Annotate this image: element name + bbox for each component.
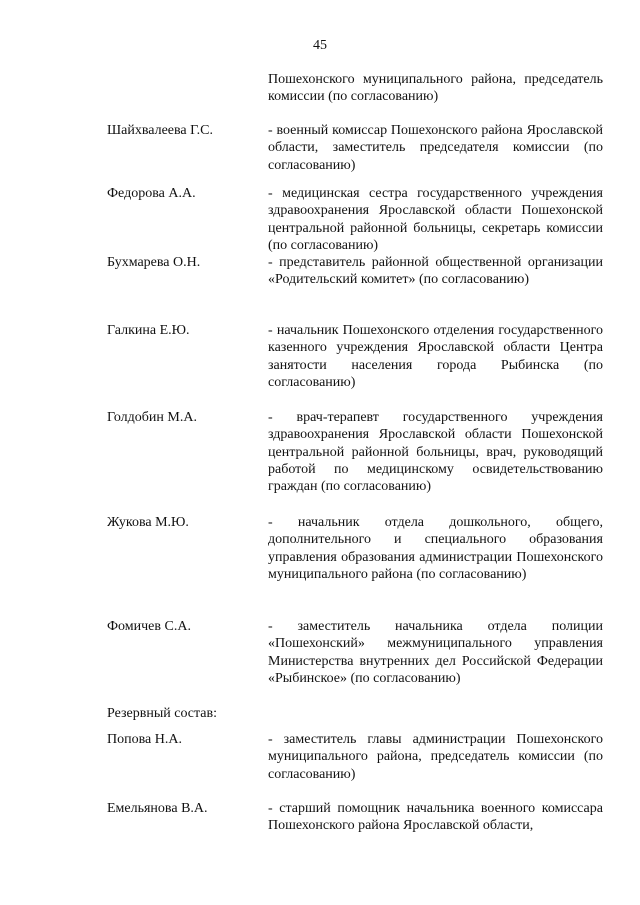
member-name: Бухмарева О.Н. [107, 255, 201, 270]
member-role: - медицинская сестра государственного учреждения здравоохранения Ярославской области Пошехонской центральной районной больницы, секретарь комиссии (по согласованию) [268, 186, 603, 253]
member-role: - представитель районной общественной организации «Родительский комитет» (по согласованию) [268, 255, 603, 288]
member-role: - начальник отдела дошкольного, общего, дополнительного и специального образования управления образования администрации Пошехонского муниципального района (по согласованию) [268, 515, 603, 582]
member-name: Голдобин М.А. [107, 410, 197, 425]
reserve-member-name: Емельянова В.А. [107, 801, 208, 816]
member-name: Жукова М.Ю. [107, 515, 189, 530]
member-role: - военный комиссар Пошехонского района Ярославской области, заместитель председателя комиссии (по согласованию) [268, 123, 603, 173]
reserve-member-role: - заместитель главы администрации Пошехонского муниципального района, председатель комиссии (по согласованию) [268, 732, 603, 782]
reserve-heading: Резервный состав: [107, 706, 218, 721]
intro-role-text: Пошехонского муниципального района, председатель комиссии (по согласованию) [268, 72, 603, 105]
member-name: Федорова А.А. [107, 186, 196, 201]
member-name: Шайхвалеева Г.С. [107, 123, 213, 138]
member-role: - врач-терапевт государственного учреждения здравоохранения Ярославской области Пошехонской центральной районной больницы, врач, руководящий работой по медицинскому освидетельствованию граждан (по согласованию) [268, 410, 603, 495]
member-role: - начальник Пошехонского отделения государственного казенного учреждения Ярославской области Центра занятости населения города Рыбинска (по согласованию) [268, 323, 603, 390]
page-number: 45 [313, 38, 327, 53]
reserve-member-name: Попова Н.А. [107, 732, 182, 747]
reserve-member-role: - старший помощник начальника военного комиссара Пошехонского района Ярославской области, [268, 801, 603, 834]
member-name: Галкина Е.Ю. [107, 323, 190, 338]
member-name: Фомичев С.А. [107, 619, 191, 634]
member-role: - заместитель начальника отдела полиции «Пошехонский» межмуниципального управления Министерства внутренних дел Российской Федерации «Рыбинское» (по согласованию) [268, 619, 603, 686]
